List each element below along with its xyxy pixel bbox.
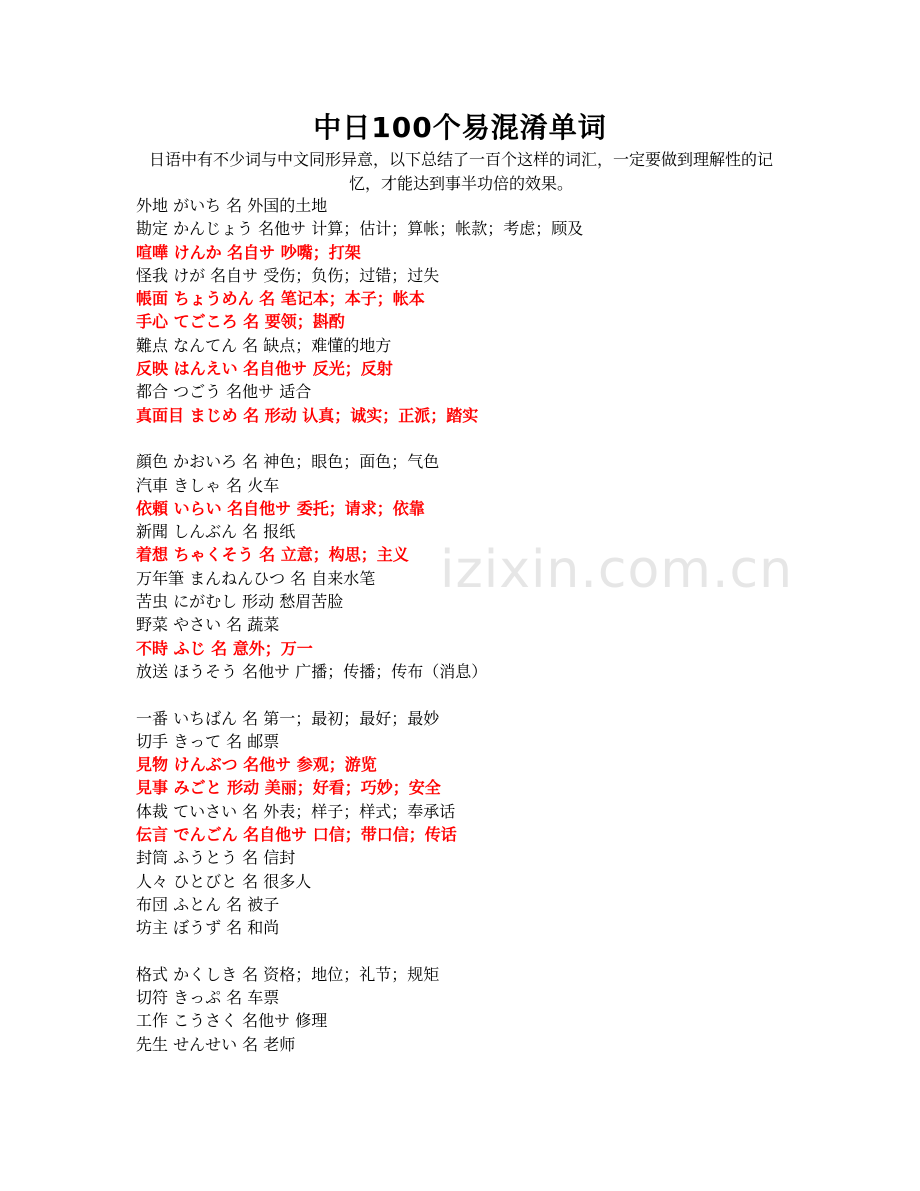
group-spacer xyxy=(136,427,796,450)
vocab-entry: 先生 せんせい 名 老师 xyxy=(136,1034,296,1054)
vocab-entry: 汽車 きしゃ 名 火车 xyxy=(136,475,280,495)
vocab-entry-highlighted: 不時 ふじ 名 意外；万一 xyxy=(136,638,313,658)
vocab-entry-highlighted: 喧嘩 けんか 名自サ 吵嘴；打架 xyxy=(136,242,361,262)
vocab-entry: 切手 きって 名 邮票 xyxy=(136,731,280,751)
vocab-entry: 野菜 やさい 名 蔬菜 xyxy=(136,615,280,635)
vocab-entry-highlighted: 依頼 いらい 名自他サ 委托；请求；依靠 xyxy=(136,498,425,518)
vocab-entry-highlighted: 真面目 まじめ 名 形动 认真；诚实；正派；踏实 xyxy=(136,405,479,425)
vocab-entry: 封筒 ふうとう 名 信封 xyxy=(136,848,296,868)
vocab-entry: 格式 かくしき 名 资格；地位；礼节；规矩 xyxy=(136,964,440,984)
vocab-entry: 工作 こうさく 名他サ 修理 xyxy=(136,1011,328,1031)
vocab-entry-highlighted: 手心 てごころ 名 要领；斟酌 xyxy=(136,312,345,332)
vocab-entry: 切符 きっぷ 名 车票 xyxy=(136,988,280,1008)
vocab-entry: 勘定 かんじょう 名他サ 计算；估计；算帐；帐款；考虑；顾及 xyxy=(136,219,584,239)
vocab-entry: 坊主 ぼうず 名 和尚 xyxy=(136,918,280,938)
vocab-entry: 難点 なんてん 名 缺点；难懂的地方 xyxy=(136,335,392,355)
vocab-entry-highlighted: 帳面 ちょうめん 名 笔记本；本子；帐本 xyxy=(136,289,425,309)
intro-paragraph: 日语中有不少词与中文同形异意，以下总结了一百个这样的词汇，一定要做到理解性的记忆，才能达到事半功倍的效果。 xyxy=(148,150,773,193)
vocab-entry: 苦虫 にがむし 形动 愁眉苦脸 xyxy=(136,592,344,612)
group-spacer xyxy=(136,940,796,963)
vocab-entry: 人々 ひとびと 名 很多人 xyxy=(136,871,312,891)
group-spacer xyxy=(136,683,796,706)
vocab-entry: 布団 ふとん 名 被子 xyxy=(136,894,280,914)
vocab-entry-highlighted: 見事 みごと 形动 美丽；好看；巧妙；安全 xyxy=(136,778,441,798)
vocab-entry: 怪我 けが 名自サ 受伤；负伤；过错；过失 xyxy=(136,265,440,285)
document-title: 中日100个易混淆单词 xyxy=(313,111,607,144)
vocab-entry-highlighted: 伝言 でんごん 名自他サ 口信；带口信；传话 xyxy=(136,825,457,845)
vocab-entry: 都合 つごう 名他サ 适合 xyxy=(136,382,312,402)
vocabulary-list xyxy=(136,194,796,1056)
vocab-entry-highlighted: 反映 はんえい 名自他サ 反光；反射 xyxy=(136,359,393,379)
vocab-entry-highlighted: 着想 ちゃくそう 名 立意；构思；主义 xyxy=(136,545,409,565)
vocab-entry: 体裁 ていさい 名 外表；样子；样式；奉承话 xyxy=(136,801,456,821)
vocab-entry: 顔色 かおいろ 名 神色；眼色；面色；气色 xyxy=(136,452,440,472)
watermark: izixin.com.cn xyxy=(440,540,794,600)
vocab-entry: 万年筆 まんねんひつ 名 自来水笔 xyxy=(136,568,376,588)
vocab-entry: 一番 いちばん 名 第一；最初；最好；最妙 xyxy=(136,708,440,728)
vocab-entry: 新聞 しんぶん 名 报纸 xyxy=(136,522,296,542)
vocab-entry-highlighted: 見物 けんぶつ 名他サ 参观；游览 xyxy=(136,755,377,775)
vocab-entry: 外地 がいち 名 外国的土地 xyxy=(136,196,328,215)
vocab-entry: 放送 ほうそう 名他サ 广播；传播；传布（消息） xyxy=(136,661,488,681)
